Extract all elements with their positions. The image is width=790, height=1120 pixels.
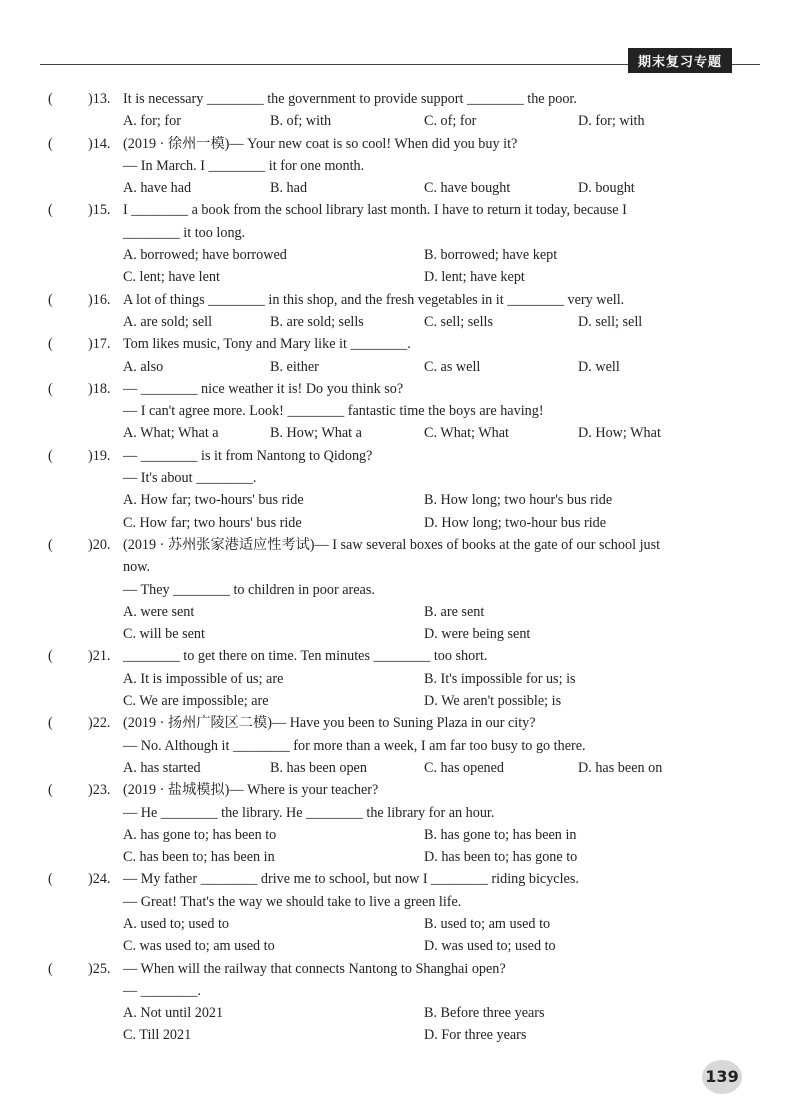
question-text: ________ it too long. bbox=[123, 224, 246, 241]
option-d[interactable]: D. We aren't possible; is bbox=[424, 693, 562, 710]
option-a[interactable]: A. also bbox=[123, 358, 164, 375]
option-b[interactable]: B. It's impossible for us; is bbox=[424, 670, 576, 687]
question-text: — They ________ to children in poor areas. bbox=[123, 581, 375, 598]
question-row bbox=[0, 88, 790, 110]
question-row bbox=[0, 333, 790, 355]
option-c[interactable]: C. as well bbox=[424, 358, 481, 375]
question-row bbox=[0, 958, 790, 980]
option-c[interactable]: C. have bought bbox=[424, 180, 511, 197]
option-a[interactable]: A. How far; two-hours' bus ride bbox=[123, 492, 304, 509]
option-d[interactable]: D. sell; sell bbox=[578, 313, 643, 330]
options-row bbox=[0, 489, 790, 511]
question-row bbox=[0, 378, 790, 400]
options-row bbox=[0, 623, 790, 645]
question-number: )13. bbox=[88, 91, 111, 107]
question-number: )21. bbox=[88, 648, 111, 665]
question-row bbox=[0, 445, 790, 467]
question-text: — ________ is it from Nantong to Qidong? bbox=[123, 447, 373, 464]
question-number: )14. bbox=[88, 135, 111, 152]
question-continuation bbox=[0, 222, 790, 244]
option-d[interactable]: D. has been to; has gone to bbox=[424, 849, 578, 866]
option-a[interactable]: A. used to; used to bbox=[123, 915, 230, 932]
option-c[interactable]: C. sell; sells bbox=[424, 313, 493, 330]
option-a[interactable]: A. It is impossible of us; are bbox=[123, 670, 284, 687]
question-text: now. bbox=[123, 559, 151, 576]
option-c[interactable]: C. has been to; has been in bbox=[123, 849, 275, 866]
option-d[interactable]: D. has been on bbox=[578, 759, 663, 776]
question-continuation bbox=[0, 400, 790, 422]
option-a[interactable]: A. has gone to; has been to bbox=[123, 826, 277, 843]
options-row bbox=[0, 356, 790, 378]
question-text: — He ________ the library. He ________ the library for an hour. bbox=[123, 804, 495, 821]
page-number: 139 bbox=[702, 1060, 742, 1094]
option-d[interactable]: D. How; What bbox=[578, 425, 661, 442]
question-text: I ________ a book from the school library last month. I have to return it today, because I bbox=[123, 202, 627, 219]
question-text: — ________. bbox=[123, 982, 202, 999]
options-row bbox=[0, 846, 790, 868]
option-d[interactable]: D. was used to; used to bbox=[424, 938, 556, 955]
answer-bracket[interactable]: ( bbox=[48, 782, 53, 799]
options-row bbox=[0, 601, 790, 623]
option-d[interactable]: D. were being sent bbox=[424, 626, 531, 643]
question-number: )22. bbox=[88, 715, 111, 732]
question-row bbox=[0, 712, 790, 734]
answer-bracket[interactable]: ( bbox=[48, 960, 53, 977]
option-b[interactable]: B. either bbox=[270, 358, 319, 375]
option-c[interactable]: C. Till 2021 bbox=[123, 1027, 192, 1044]
question-continuation bbox=[0, 802, 790, 824]
question-text: A lot of things ________ in this shop, and the fresh vegetables in it ________ very well. bbox=[123, 291, 625, 308]
question-number: )20. bbox=[88, 536, 111, 553]
options-row bbox=[0, 935, 790, 957]
option-b[interactable]: B. used to; am used to bbox=[424, 915, 551, 932]
answer-bracket[interactable]: ( bbox=[48, 447, 53, 464]
option-b[interactable]: B. had bbox=[270, 180, 308, 197]
question-text: — No. Although it ________ for more than a week, I am far too busy to go there. bbox=[123, 737, 586, 754]
answer-bracket[interactable]: ( bbox=[48, 648, 53, 665]
option-c[interactable]: C. lent; have lent bbox=[123, 269, 220, 286]
option-d[interactable]: D. lent; have kept bbox=[424, 269, 525, 286]
option-a[interactable]: A. Not until 2021 bbox=[123, 1005, 224, 1022]
option-a[interactable]: A. for; for bbox=[123, 113, 181, 130]
option-c[interactable]: C. How far; two hours' bus ride bbox=[123, 514, 302, 531]
options-row bbox=[0, 512, 790, 534]
option-b[interactable]: B. has been open bbox=[270, 759, 367, 776]
question-text: (2019 · 盐城模拟)— Where is your teacher? bbox=[123, 782, 379, 799]
question-number: )16. bbox=[88, 291, 111, 308]
question-text: — In March. I ________ it for one month. bbox=[123, 157, 365, 174]
question-row bbox=[0, 645, 790, 667]
answer-bracket[interactable]: ( bbox=[48, 291, 53, 308]
option-c[interactable]: C. was used to; am used to bbox=[123, 938, 275, 955]
question-row bbox=[0, 289, 790, 311]
question-text: ________ to get there on time. Ten minutes ________ too short. bbox=[123, 648, 488, 665]
question-number: )19. bbox=[88, 447, 111, 464]
question-continuation bbox=[0, 980, 790, 1002]
answer-bracket[interactable]: ( bbox=[48, 715, 53, 732]
option-b[interactable]: B. Before three years bbox=[424, 1005, 545, 1022]
question-text: (2019 · 苏州张家港适应性考试)— I saw several boxes of books at the gate of our school just bbox=[123, 536, 661, 553]
option-d[interactable]: D. for; with bbox=[578, 113, 645, 130]
option-b[interactable]: B. How long; two hour's bus ride bbox=[424, 492, 613, 509]
answer-bracket[interactable]: ( bbox=[48, 336, 53, 353]
options-row bbox=[0, 266, 790, 288]
options-row bbox=[0, 1002, 790, 1024]
options-row bbox=[0, 824, 790, 846]
question-text: It is necessary ________ the government to provide support ________ the poor. bbox=[123, 91, 577, 107]
option-c[interactable]: C. has opened bbox=[424, 759, 504, 776]
answer-bracket[interactable]: ( bbox=[48, 202, 53, 219]
option-b[interactable]: B. has gone to; has been in bbox=[424, 826, 577, 843]
option-d[interactable]: D. How long; two-hour bus ride bbox=[424, 514, 607, 531]
question-text: (2019 · 徐州一模)— Your new coat is so cool! When did you buy it? bbox=[123, 135, 518, 152]
question-number: )17. bbox=[88, 336, 111, 353]
option-b[interactable]: B. are sent bbox=[424, 603, 485, 620]
question-number: )18. bbox=[88, 380, 111, 397]
question-continuation bbox=[0, 579, 790, 601]
option-b[interactable]: B. of; with bbox=[270, 113, 332, 130]
option-a[interactable]: A. are sold; sell bbox=[123, 313, 213, 330]
answer-bracket[interactable]: ( bbox=[48, 135, 53, 152]
question-number: )25. bbox=[88, 960, 111, 977]
answer-bracket[interactable]: ( bbox=[48, 536, 53, 553]
options-row bbox=[0, 422, 790, 444]
question-continuation bbox=[0, 467, 790, 489]
question-text: (2019 · 扬州广陵区二模)— Have you been to Suning Plaza in our city? bbox=[123, 715, 536, 732]
options-row bbox=[0, 244, 790, 266]
options-row bbox=[0, 690, 790, 712]
question-list bbox=[0, 88, 790, 1047]
options-row bbox=[0, 668, 790, 690]
options-row bbox=[0, 177, 790, 199]
question-continuation bbox=[0, 735, 790, 757]
question-row bbox=[0, 868, 790, 890]
options-row bbox=[0, 110, 790, 132]
option-a[interactable]: A. What; What a bbox=[123, 425, 219, 442]
question-text: — When will the railway that connects Nantong to Shanghai open? bbox=[123, 960, 506, 977]
option-c[interactable]: C. We are impossible; are bbox=[123, 693, 269, 710]
question-number: )24. bbox=[88, 871, 111, 888]
answer-bracket[interactable]: ( bbox=[48, 380, 53, 397]
option-d[interactable]: D. well bbox=[578, 358, 620, 375]
question-continuation bbox=[0, 155, 790, 177]
question-text: — I can't agree more. Look! ________ fantastic time the boys are having! bbox=[123, 403, 544, 420]
question-number: )15. bbox=[88, 202, 111, 219]
question-row bbox=[0, 534, 790, 556]
question-continuation bbox=[0, 891, 790, 913]
option-c[interactable]: C. of; for bbox=[424, 113, 477, 130]
option-a[interactable]: A. were sent bbox=[123, 603, 195, 620]
options-row bbox=[0, 1024, 790, 1046]
option-c[interactable]: C. What; What bbox=[424, 425, 509, 442]
option-a[interactable]: A. have had bbox=[123, 180, 192, 197]
question-continuation bbox=[0, 556, 790, 578]
option-b[interactable]: B. borrowed; have kept bbox=[424, 247, 558, 264]
option-c[interactable]: C. will be sent bbox=[123, 626, 205, 643]
answer-bracket[interactable]: ( bbox=[48, 91, 53, 107]
option-a[interactable]: A. has started bbox=[123, 759, 201, 776]
option-a[interactable]: A. borrowed; have borrowed bbox=[123, 247, 287, 264]
option-d[interactable]: D. For three years bbox=[424, 1027, 527, 1044]
option-d[interactable]: D. bought bbox=[578, 180, 635, 197]
option-b[interactable]: B. are sold; sells bbox=[270, 313, 364, 330]
question-text: Tom likes music, Tony and Mary like it ________. bbox=[123, 336, 411, 353]
question-row bbox=[0, 779, 790, 801]
question-number: )23. bbox=[88, 782, 111, 799]
question-text: — It's about ________. bbox=[123, 470, 257, 487]
question-text: — My father ________ drive me to school, but now I ________ riding bicycles. bbox=[123, 871, 579, 888]
answer-bracket[interactable]: ( bbox=[48, 871, 53, 888]
options-row bbox=[0, 913, 790, 935]
options-row bbox=[0, 311, 790, 333]
option-b[interactable]: B. How; What a bbox=[270, 425, 362, 442]
question-text: — Great! That's the way we should take to live a green life. bbox=[123, 893, 462, 910]
options-row bbox=[0, 757, 790, 779]
question-row bbox=[0, 133, 790, 155]
question-text: — ________ nice weather it is! Do you think so? bbox=[123, 380, 404, 397]
section-tag: 期末复习专题 bbox=[628, 48, 732, 73]
question-row bbox=[0, 199, 790, 221]
